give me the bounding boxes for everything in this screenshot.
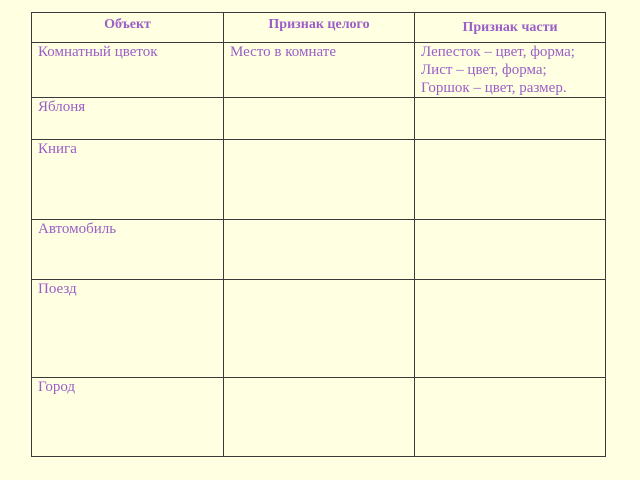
cell-part — [415, 98, 606, 140]
header-whole: Признак целого — [224, 13, 415, 43]
header-object: Объект — [32, 13, 224, 43]
cell-object: Яблоня — [32, 98, 224, 140]
cell-part — [415, 140, 606, 220]
table-row — [32, 43, 606, 98]
cell-object: Автомобиль — [32, 220, 224, 280]
table-row — [32, 220, 606, 280]
cell-object: Книга — [32, 140, 224, 220]
cell-whole — [224, 378, 415, 457]
cell-object: Город — [32, 378, 224, 457]
cell-part — [415, 220, 606, 280]
table-row — [32, 378, 606, 457]
cell-part — [415, 378, 606, 457]
header-row — [32, 13, 606, 43]
cell-object: Поезд — [32, 280, 224, 378]
header-part: Признак части — [415, 13, 606, 43]
cell-part — [415, 280, 606, 378]
cell-object: Комнатный цветок — [32, 43, 224, 98]
cell-whole — [224, 98, 415, 140]
objects-table — [31, 12, 606, 457]
cell-whole: Место в комнате — [224, 43, 415, 98]
cell-part: Лепесток – цвет, форма; Лист – цвет, форма; Горшок – цвет, размер. — [415, 43, 606, 98]
table-row — [32, 140, 606, 220]
cell-whole — [224, 280, 415, 378]
table-row — [32, 280, 606, 378]
table-row — [32, 98, 606, 140]
cell-whole — [224, 220, 415, 280]
cell-whole — [224, 140, 415, 220]
